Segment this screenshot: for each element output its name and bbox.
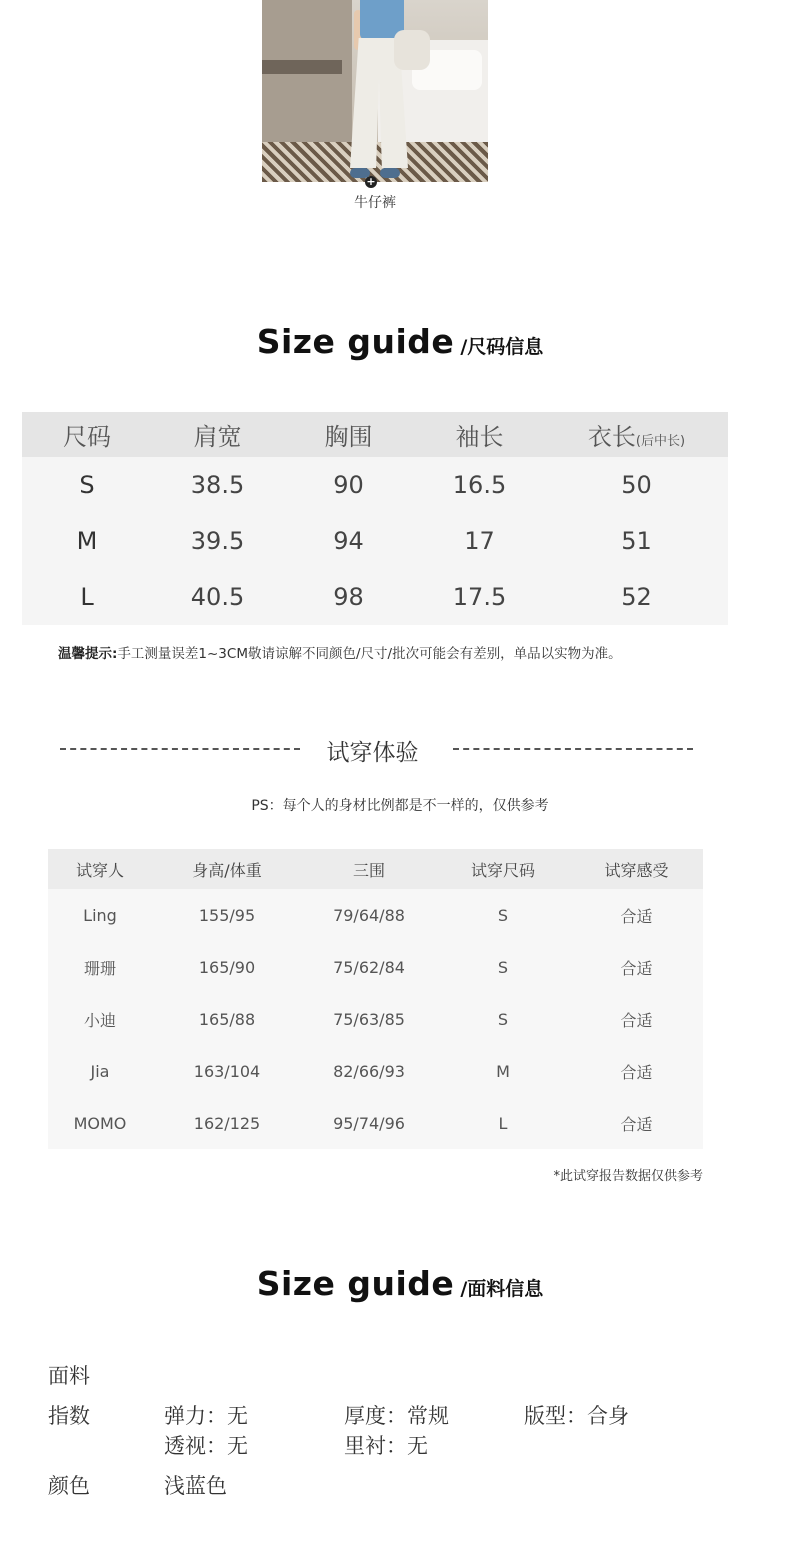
tryon-table-header	[48, 849, 703, 889]
table-row	[22, 513, 728, 569]
label-color: 颜色	[48, 1474, 90, 1498]
table-cell: S	[79, 471, 95, 499]
table-cell: 17.5	[452, 583, 507, 611]
lining-value: 里衬：无	[344, 1434, 428, 1458]
plus-icon[interactable]: +	[366, 175, 376, 188]
table-row	[48, 889, 703, 941]
product-caption: 牛仔裤	[354, 195, 396, 211]
size-table-header	[22, 412, 728, 457]
table-row	[22, 569, 728, 625]
table-cell: M	[76, 527, 98, 555]
table-cell: 39.5	[190, 527, 245, 555]
table-row	[22, 457, 728, 513]
header-shoulder: 肩宽	[193, 423, 242, 451]
table-cell: 165/88	[198, 1009, 256, 1029]
header-height-weight: 身高/体重	[192, 860, 262, 880]
table-cell: M	[496, 1061, 510, 1081]
measurement-tip	[58, 642, 622, 662]
table-cell: Ling	[83, 905, 117, 925]
table-cell: 合适	[620, 1062, 653, 1082]
table-row	[48, 941, 703, 993]
table-cell: 75/62/84	[333, 957, 405, 977]
table-cell: 163/104	[193, 1061, 261, 1081]
header-sleeve: 袖长	[455, 423, 504, 451]
label-index: 指数	[48, 1404, 90, 1428]
product-photo	[262, 0, 488, 182]
tip-label: 温馨提示:	[58, 646, 118, 662]
header-size: 尺码	[63, 423, 111, 451]
header-chest: 胸围	[324, 423, 373, 451]
table-cell: 16.5	[452, 471, 507, 499]
table-cell: 165/90	[198, 957, 256, 977]
table-cell: 90	[333, 471, 364, 499]
table-cell: S	[497, 1009, 509, 1029]
table-cell: 合适	[620, 1114, 653, 1134]
table-cell: 95/74/96	[333, 1113, 405, 1133]
table-cell: 小迪	[83, 1010, 116, 1030]
table-cell: 98	[333, 583, 364, 611]
table-row	[48, 993, 703, 1045]
header-length	[545, 417, 728, 452]
table-cell: 82/66/93	[333, 1061, 405, 1081]
fit-value: 版型：合身	[524, 1404, 629, 1428]
table-cell: 合适	[620, 1010, 653, 1030]
size-guide-subtitle: /尺码信息	[460, 336, 544, 358]
table-cell: Jia	[90, 1061, 110, 1081]
table-row	[48, 1097, 703, 1149]
header-length-note: (后中长)	[635, 434, 686, 449]
header-tester: 试穿人	[75, 860, 124, 880]
tryon-table	[48, 849, 703, 1149]
header-feeling: 试穿感受	[604, 860, 669, 880]
table-cell: S	[497, 957, 509, 977]
table-cell: 合适	[620, 906, 653, 926]
size-table	[22, 412, 728, 625]
table-cell: 162/125	[193, 1113, 261, 1133]
elastic-value: 弹力：无	[164, 1404, 248, 1428]
table-cell: L	[80, 583, 94, 611]
header-tried-size: 试穿尺码	[470, 860, 535, 880]
table-cell: 75/63/85	[333, 1009, 405, 1029]
tryon-note: PS：每个人的身材比例都是不一样的，仅供参考	[251, 798, 549, 814]
tryon-footnote: *此试穿报告数据仅供参考	[553, 1169, 703, 1184]
table-cell: 38.5	[190, 471, 245, 499]
header-length-label: 衣长	[587, 423, 636, 451]
header-measurements: 三围	[352, 860, 385, 880]
table-cell: S	[497, 905, 509, 925]
table-cell: 155/95	[198, 905, 256, 925]
table-cell: 合适	[620, 958, 653, 978]
thickness-value: 厚度：常规	[344, 1404, 449, 1428]
color-value: 浅蓝色	[164, 1474, 227, 1498]
size-guide-title: Size guide	[256, 322, 455, 361]
sheer-value: 透视：无	[164, 1434, 248, 1458]
fabric-heading	[0, 1264, 800, 1303]
table-cell: 40.5	[190, 583, 245, 611]
table-cell: L	[498, 1113, 508, 1133]
size-guide-heading	[0, 322, 800, 361]
table-cell: 94	[333, 527, 364, 555]
fabric-title: Size guide	[256, 1264, 455, 1303]
table-cell: 17	[464, 527, 495, 555]
table-cell: 51	[621, 527, 652, 555]
table-cell: 珊珊	[83, 958, 116, 978]
tryon-title: 试穿体验	[326, 740, 419, 766]
divider-left	[60, 748, 300, 750]
table-row	[48, 1045, 703, 1097]
table-cell: 79/64/88	[333, 905, 405, 925]
tip-text: 手工测量误差1~3CM敬请谅解不同颜色/尺寸/批次可能会有差别，单品以实物为准。	[117, 646, 622, 662]
fabric-subtitle: /面料信息	[460, 1278, 544, 1300]
table-cell: 52	[621, 583, 652, 611]
divider-right	[453, 748, 693, 750]
table-cell: MOMO	[73, 1113, 127, 1133]
table-cell: 50	[621, 471, 652, 499]
label-fabric: 面料	[48, 1364, 90, 1388]
